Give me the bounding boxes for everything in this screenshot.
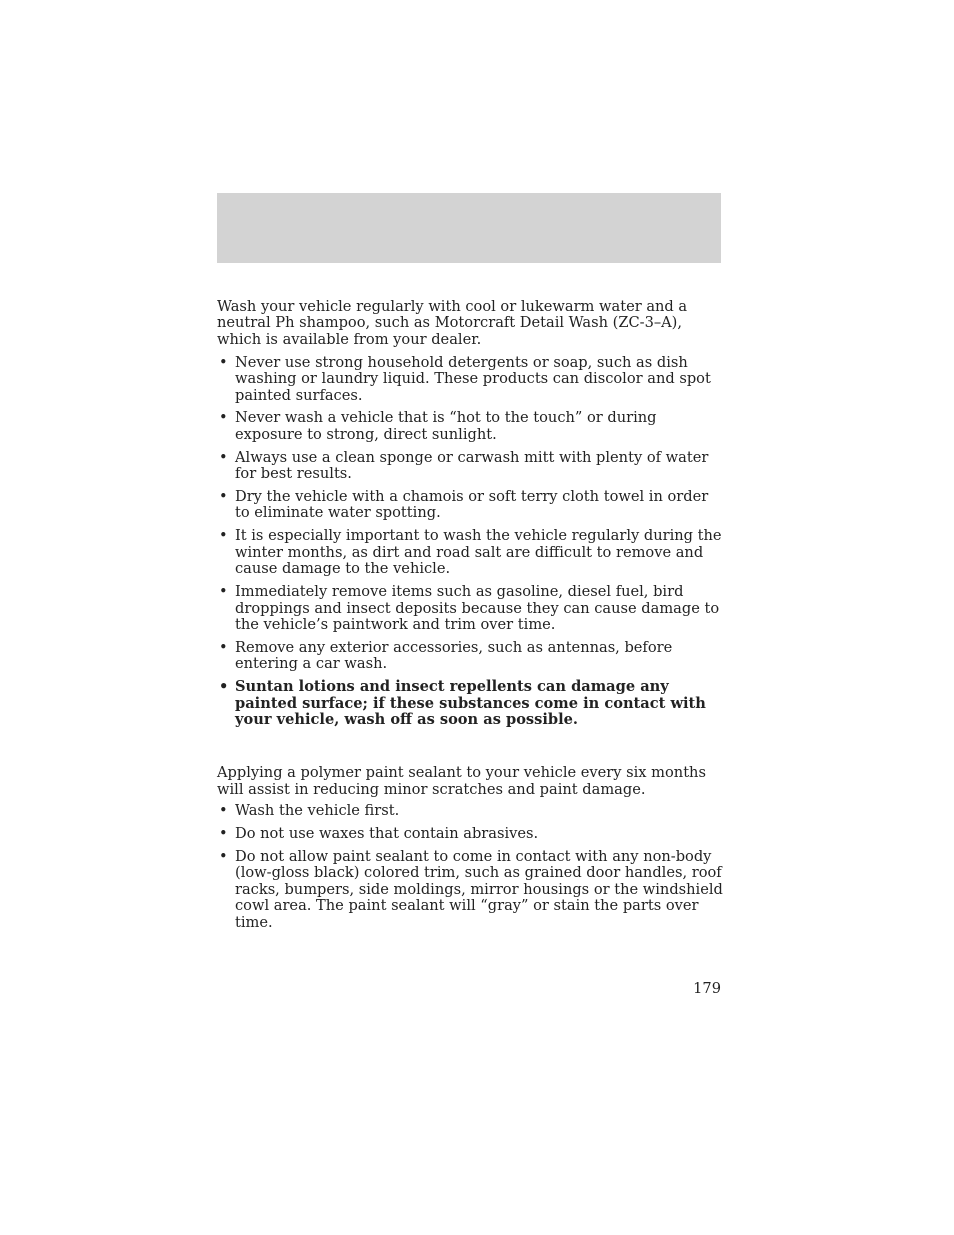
section-header-band <box>217 193 721 263</box>
list-item: • Always use a clean sponge or carwash mitt with plenty of water for best results. <box>219 448 709 483</box>
washing-tips-list <box>217 355 723 729</box>
list-item: • Do not use waxes that contain abrasives. <box>219 825 539 843</box>
list-item: • Dry the vehicle with a chamois or soft terry cloth towel in order to eliminate water spotting. <box>219 488 709 522</box>
list-item: • Wash the vehicle first. <box>219 802 400 820</box>
list-item: • Remove any exterior accessories, such as antennas, before entering a car wash. <box>219 638 673 673</box>
bullet-icon: • <box>219 488 228 506</box>
bullet-icon: • <box>219 638 228 656</box>
bullet-icon: • <box>219 448 228 466</box>
list-item: • Never use strong household detergents or soap, such as dish washing or laundry liquid. These products can discolor and spot painted surfaces. <box>219 353 711 404</box>
list-item: • Do not allow paint sealant to come in contact with any non-body (low-gloss black) colored trim, such as grained door handles, roof racks, bumpers, side moldings, mirror housings or the windshield cowl area. The paint sealant will “gray” or stain the parts over time. <box>219 847 723 931</box>
bullet-icon: • <box>219 583 228 601</box>
sealant-intro: Applying a polymer paint sealant to your vehicle every six months will assist in reducing minor scratches and paint damage. <box>217 764 706 798</box>
list-item: • It is especially important to wash the vehicle regularly during the winter months, as dirt and road salt are difficult to remove and cause damage to the vehicle. <box>219 527 722 578</box>
bullet-icon: • <box>219 802 228 820</box>
bullet-icon: • <box>219 353 228 371</box>
bullet-icon: • <box>219 527 228 545</box>
bullet-icon: • <box>219 409 228 427</box>
list-item: • Never wash a vehicle that is “hot to the touch” or during exposure to strong, direct sunlight. <box>219 409 657 443</box>
washing-intro: Wash your vehicle regularly with cool or lukewarm water and a neutral Ph shampoo, such as Motorcraft Detail Wash (ZC-3–A), which is available from your dealer. <box>217 298 688 348</box>
sealant-tips-list <box>217 803 723 931</box>
warning-list-item: • Suntan lotions and insect repellents can damage any painted surface; if these substances come in contact with your vehicle, wash off as soon as possible. <box>219 678 706 728</box>
bullet-icon: • <box>219 847 228 865</box>
bullet-icon: • <box>219 825 228 843</box>
list-item: • Immediately remove items such as gasoline, diesel fuel, bird droppings and insect deposits because they can cause damage to the vehicle’s paintwork and trim over time. <box>219 583 720 633</box>
page-number: 179 <box>693 980 721 997</box>
page-content <box>217 299 723 931</box>
bullet-icon: • <box>219 678 229 696</box>
